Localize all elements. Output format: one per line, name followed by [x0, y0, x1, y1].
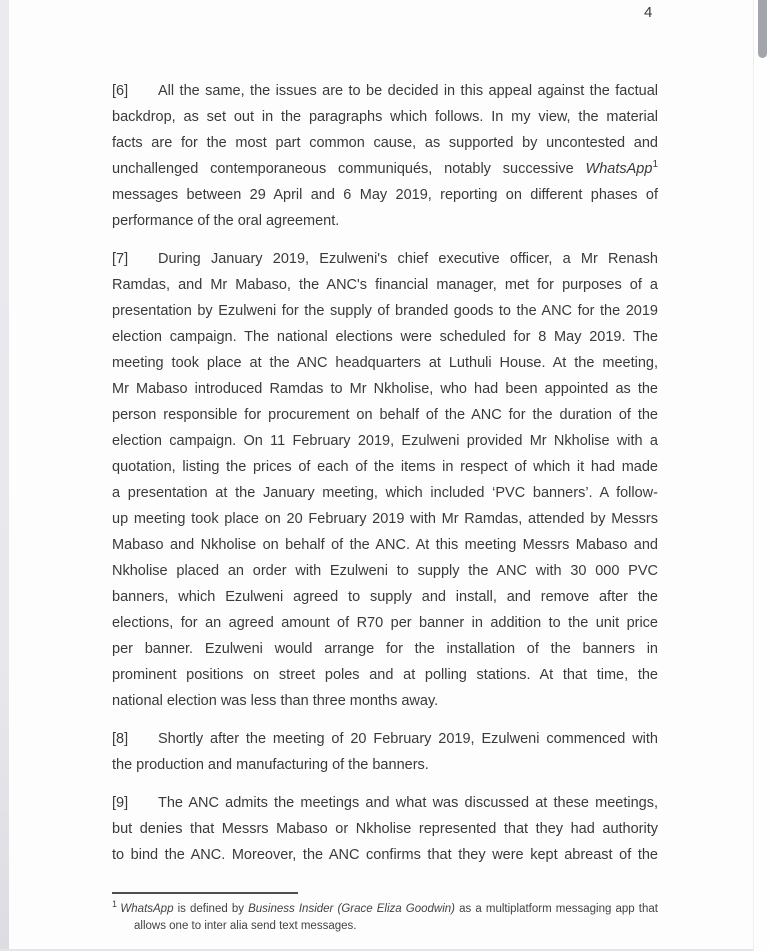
text-segment: per banner. Ezulweni would arrange for the installation of the banners in	[112, 641, 658, 657]
text-line	[112, 610, 658, 636]
text-segment: to bind the ANC. Moreover, the ANC confirms that they were kept abreast of the	[112, 847, 658, 863]
page-number: 4	[644, 4, 653, 21]
text-line	[112, 298, 658, 324]
text-line	[112, 402, 658, 428]
paragraph	[112, 726, 658, 778]
text-segment: but denies that Messrs Mabaso or Nkholise represented that they had authority	[112, 821, 658, 837]
superscript-marker: 1	[112, 899, 121, 910]
footnote-separator	[112, 892, 298, 894]
text-segment: Nkholise placed an order with Ezulweni to supply the ANC with 30 000 PVC	[112, 563, 658, 579]
text-segment: election campaign. The national elections were scheduled for 8 May 2019. The	[112, 329, 658, 345]
paragraph-number: [9]	[112, 795, 129, 811]
text-line	[112, 480, 658, 506]
paragraph-number: [7]	[112, 251, 129, 267]
text-line	[112, 428, 658, 454]
text-segment: Ramdas, and Mr Mabaso, the ANC's financial manager, met for purposes of a	[112, 277, 658, 293]
footnote	[112, 892, 658, 935]
text-line	[112, 790, 658, 816]
text-segment: is defined by	[173, 903, 249, 915]
text-segment: election campaign. On 11 February 2019, Ezulweni provided Mr Nkholise with a	[112, 433, 658, 449]
text-line	[112, 350, 658, 376]
paragraph	[112, 78, 658, 234]
text-line	[112, 816, 658, 842]
text-line	[112, 752, 658, 778]
scrollbar-track[interactable]	[753, 0, 770, 951]
text-segment: quotation, listing the prices of each of the items in respect of which it had made	[112, 459, 658, 475]
paragraph-number: [6]	[112, 83, 129, 99]
italic-text: WhatsApp	[585, 161, 653, 177]
text-segment: meeting took place at the ANC headquarters at Luthuli House. At the meeting,	[112, 355, 658, 371]
paragraph-number: [8]	[112, 731, 129, 747]
text-segment: presentation by Ezulweni for the supply of branded goods to the ANC for the 2019	[112, 303, 658, 319]
text-segment: messages between 29 April and 6 May 2019, reporting on different phases of	[112, 187, 658, 203]
superscript-marker: 1	[652, 159, 658, 171]
text-segment: national election was less than three months away.	[112, 693, 439, 709]
text-segment: as a multiplatform messaging app that	[455, 903, 658, 915]
text-segment: facts are for the most part common cause, as supported by uncontested and	[112, 135, 658, 151]
text-line	[112, 182, 658, 208]
text-line	[112, 636, 658, 662]
text-line	[112, 324, 658, 350]
text-line	[112, 130, 658, 156]
text-line	[112, 842, 658, 868]
text-segment: The ANC admits the meetings and what was discussed at these meetings,	[158, 795, 658, 811]
text-segment: person responsible for procurement on behalf of the ANC for the duration of the	[112, 407, 658, 423]
italic-text: Business Insider (Grace Eliza Goodwin)	[248, 903, 455, 915]
text-segment: performance of the oral agreement.	[112, 213, 340, 229]
text-segment: allows one to inter alia send text messages.	[134, 920, 357, 932]
text-line	[112, 532, 658, 558]
text-segment: All the same, the issues are to be decided in this appeal against the factual	[158, 83, 658, 99]
text-segment: prominent positions on street poles and at polling stations. At that time, the	[112, 667, 658, 683]
text-segment: Mabaso and Nkholise on behalf of the ANC. At this meeting Messrs Mabaso and	[112, 537, 658, 553]
text-line	[112, 156, 658, 182]
text-segment: During January 2019, Ezulweni's chief executive officer, a Mr Renash	[158, 251, 658, 267]
text-segment: a presentation at the January meeting, which included ‘PVC banners’. A follow-	[112, 485, 658, 501]
text-line	[112, 272, 658, 298]
text-line	[112, 662, 658, 688]
text-segment: Mr Mabaso introduced Ramdas to Mr Nkholise, who had been appointed as the	[112, 381, 658, 397]
viewer-left-edge	[0, 0, 9, 951]
text-line	[112, 506, 658, 532]
text-line	[112, 584, 658, 610]
text-segment: elections, for an agreed amount of R70 per banner in addition to the unit price	[112, 615, 658, 631]
paragraph	[112, 790, 658, 868]
text-segment: banners, which Ezulweni agreed to supply and install, and remove after the	[112, 589, 658, 605]
text-line	[112, 104, 658, 130]
text-line	[112, 78, 658, 104]
footnote-line	[112, 901, 658, 918]
text-line	[112, 688, 658, 714]
text-segment: Shortly after the meeting of 20 February 2019, Ezulweni commenced with	[158, 731, 658, 747]
text-segment: up meeting took place on 20 February 2019 with Mr Ramdas, attended by Messrs	[112, 511, 658, 527]
paragraph	[112, 246, 658, 714]
document-body	[112, 78, 658, 935]
text-line	[112, 376, 658, 402]
text-segment: the production and manufacturing of the banners.	[112, 757, 429, 773]
text-segment: unchallenged contemporaneous communiqués, notably successive	[112, 161, 586, 177]
text-line	[112, 208, 658, 234]
text-line	[112, 454, 658, 480]
text-line	[112, 246, 658, 272]
scrollbar-thumb[interactable]	[758, 0, 767, 58]
text-line	[112, 726, 658, 752]
text-line	[112, 558, 658, 584]
text-segment: backdrop, as set out in the paragraphs which follows. In my view, the material	[112, 109, 658, 125]
footnote-line	[112, 918, 658, 935]
italic-text: WhatsApp	[120, 903, 174, 915]
